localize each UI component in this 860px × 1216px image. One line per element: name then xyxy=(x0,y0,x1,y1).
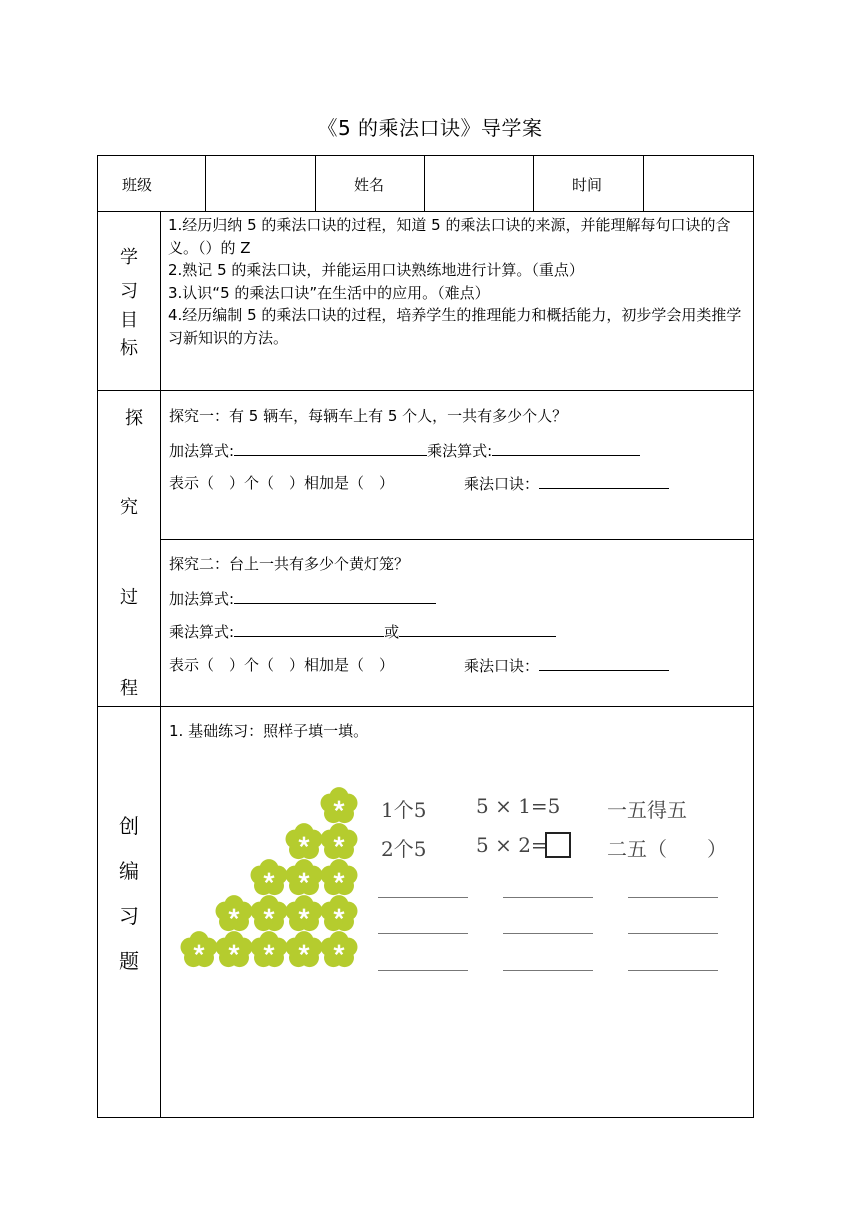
explore-question-2: 探究二：台上一共有多少个黄灯笼？ xyxy=(169,555,410,573)
explore2-mul-blank-1[interactable] xyxy=(234,620,384,637)
objectives-label-char-2: 习 xyxy=(120,281,138,302)
row2-answer-box[interactable] xyxy=(545,832,571,858)
answer-line[interactable] xyxy=(503,933,593,934)
flower-icon xyxy=(286,931,323,967)
explore-question-1: 探究一：有 5 辆车，每辆车上有 5 个人，一共有多少个人？ xyxy=(169,407,568,425)
flower-icon xyxy=(321,895,358,931)
explore-label-char-2: 究 xyxy=(120,497,138,518)
explore2-add-row xyxy=(169,587,436,609)
explore2-express: 表示（ ）个（ ）相加是（ ） xyxy=(169,656,395,674)
explore1-add-blank[interactable] xyxy=(234,439,427,456)
time-label: 时间 xyxy=(572,176,603,194)
answer-line[interactable] xyxy=(378,970,468,971)
explore2-add-label: 加法算式: xyxy=(169,590,235,608)
explore1-rhyme-label: 乘法口诀： xyxy=(464,475,540,493)
class-label: 班级 xyxy=(122,176,153,194)
objective-item-2: 2.熟记 5 的乘法口诀，并能运用口诀熟练地进行计算。（重点） xyxy=(168,261,584,279)
objectives-label-char-3: 目 xyxy=(120,310,138,331)
explore-label-char-4: 程 xyxy=(120,678,138,699)
explore2-add-blank[interactable] xyxy=(234,587,436,604)
practice-label-char-3: 习 xyxy=(119,904,139,928)
flower-triangle-illustration xyxy=(175,785,375,985)
answer-line[interactable] xyxy=(628,970,718,971)
row2-equation: 5 × 2= xyxy=(476,833,548,857)
answer-line[interactable] xyxy=(628,933,718,934)
flower-icon xyxy=(216,931,253,967)
objectives-list xyxy=(168,214,748,349)
answer-line[interactable] xyxy=(378,897,468,898)
explore1-mul-blank[interactable] xyxy=(492,439,640,456)
practice-label-char-4: 题 xyxy=(119,949,139,973)
explore1-express: 表示（ ）个（ ）相加是（ ） xyxy=(169,474,395,492)
explore1-add-label: 加法算式: xyxy=(169,442,235,460)
explore2-rhyme-blank[interactable] xyxy=(539,654,669,671)
flower-icon xyxy=(286,895,323,931)
explore1-rhyme-row xyxy=(464,472,669,494)
flower-icon xyxy=(251,895,288,931)
explore2-mul-row xyxy=(169,620,556,642)
explore1-rhyme-blank[interactable] xyxy=(539,472,669,489)
row1-equation: 5 × 1=5 xyxy=(476,794,561,818)
objective-item-3: 3.认识“5 的乘法口诀”在生活中的应用。（难点） xyxy=(168,283,490,302)
flower-icon xyxy=(286,859,323,895)
flower-icon xyxy=(321,859,358,895)
explore1-add-row xyxy=(169,439,640,461)
practice-label-char-1: 创 xyxy=(119,814,139,838)
answer-line[interactable] xyxy=(628,897,718,898)
answer-line[interactable] xyxy=(503,970,593,971)
objective-item-4: 4.经历编制 5 的乘法口诀的过程，培养学生的推理能力和概括能力，初步学会用类推学习新知识的方法。 xyxy=(168,306,742,347)
explore2-rhyme-label: 乘法口诀： xyxy=(464,657,540,675)
answer-line[interactable] xyxy=(378,933,468,934)
explore2-or-label: 或 xyxy=(384,623,400,641)
flower-icon xyxy=(321,823,358,859)
name-label: 姓名 xyxy=(354,176,385,194)
objectives-label-char-1: 学 xyxy=(120,247,138,268)
explore-label-char-1: 探 xyxy=(125,408,143,429)
flower-icon xyxy=(251,859,288,895)
practice-heading: 1. 基础练习：照样子填一填。 xyxy=(169,722,369,740)
page-title: 《5 的乘法口诀》导学案 xyxy=(317,116,543,140)
explore-label-char-3: 过 xyxy=(120,587,138,608)
flower-icon xyxy=(216,895,253,931)
row1-count: 1个5 xyxy=(381,798,427,822)
objectives-label-char-4: 标 xyxy=(120,338,138,359)
row2-count: 2个5 xyxy=(381,837,427,861)
row2-rhyme: 二五（ ） xyxy=(607,837,727,861)
flower-icon xyxy=(286,823,323,859)
flower-icon xyxy=(321,931,358,967)
flower-icon xyxy=(181,931,218,967)
practice-label-char-2: 编 xyxy=(119,859,139,883)
flower-icon xyxy=(321,787,358,823)
explore2-rhyme-row xyxy=(464,654,669,676)
explore2-mul-blank-2[interactable] xyxy=(399,620,556,637)
flower-icon xyxy=(251,931,288,967)
explore2-mul-label: 乘法算式: xyxy=(169,623,235,641)
row1-rhyme: 一五得五 xyxy=(607,798,687,822)
explore1-mul-label: 乘法算式: xyxy=(427,442,493,460)
objective-item-1: 1.经历归纳 5 的乘法口诀的过程，知道 5 的乘法口诀的来源，并能理解每句口诀的含义。（）的 Z xyxy=(168,216,731,257)
answer-line[interactable] xyxy=(503,897,593,898)
